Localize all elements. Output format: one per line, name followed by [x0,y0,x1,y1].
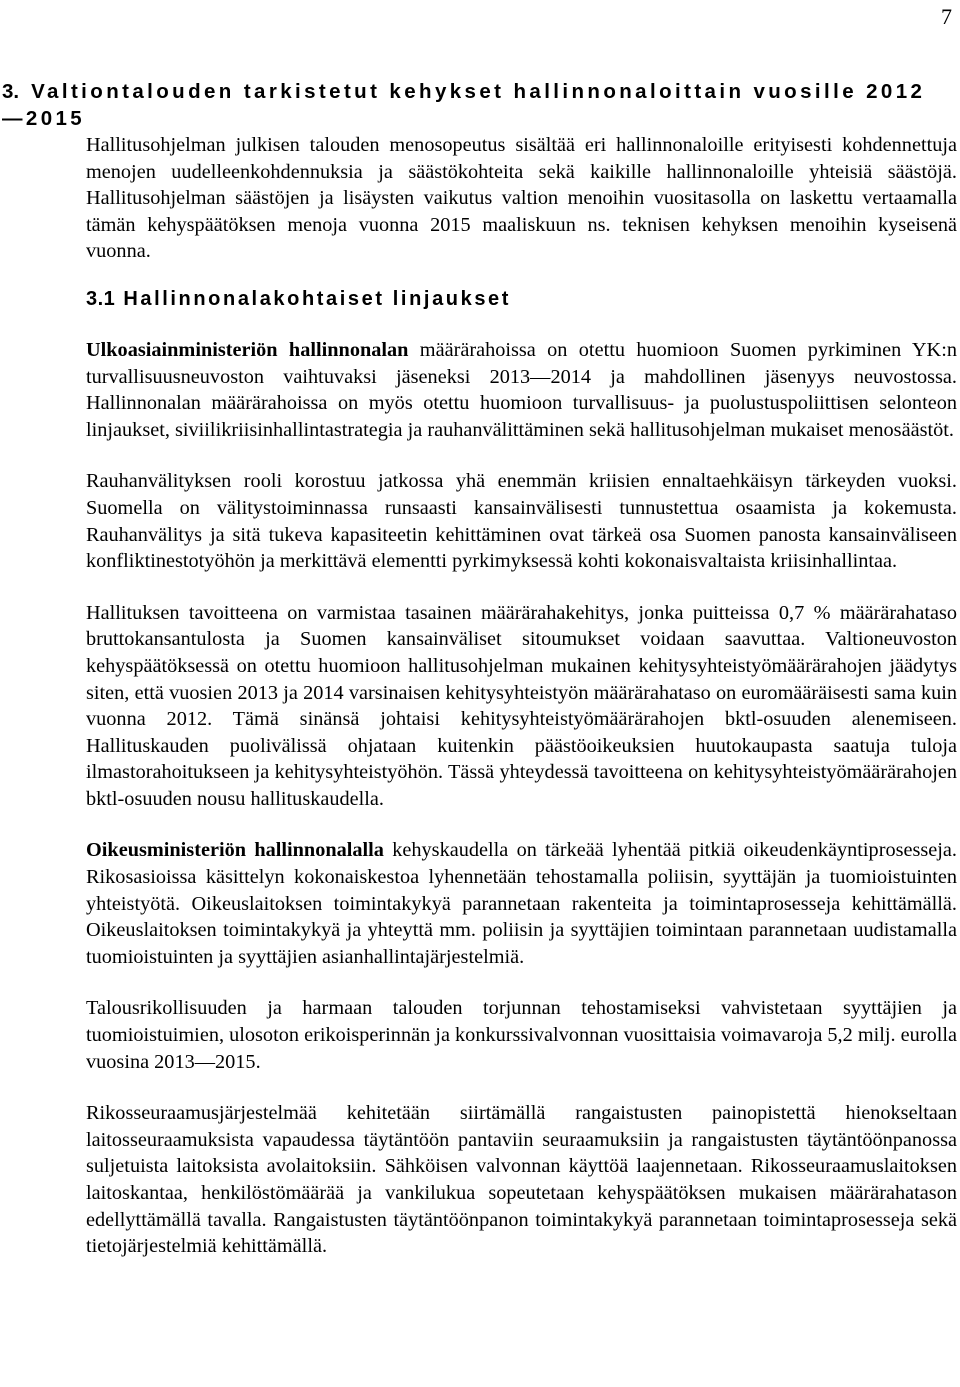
intro-paragraph: Hallitusohjelman julkisen talouden menosopeutus sisältää eri hallinnonaloille erityisesti kohdennettuja menojen uudelleenkohdennuksia ja säästökohteita sekä kaikille hallinnonaloille yhteisiä säästöjä. Hallitusohjelman säästöjen ja lisäysten vaikutus valtion menoihin vuositasolla on laskettu vertaamalla tämän kehyspäätöksen menoja vuonna 2015 maaliskuun ns. teknisen kehyksen menoihin kyseisenä vuonna. [86,134,957,263]
paragraph-development-funding: Hallituksen tavoitteena on varmistaa tasainen määrärahakehitys, jonka puitteissa 0,7 % määrärahataso bruttokansantulosta ja Suomen kansainväliset sitoumukset voidaan saavuttaa. Valtioneuvoston kehyspäätöksessä on otettu huomioon hallitusohjelman mukainen kehitysyhteistyömäärärahojen jäädytys siten, että vuosien 2013 ja 2014 varsinaisen kehitysyhteistyön määrärahataso on euromääräisesti sama kuin vuonna 2012. Tämä sinänsä johtaisi kehitysyhteistyömäärärahojen bktl-osuuden alenemiseen. Hallituskauden puolivälissä ohjataan kuitenkin päästöoikeuksien huutokaupasta saatuja tuloja ilmastorahoitukseen ja kehitysyhteistyöhön. Tässä yhteydessä tavoitteena on kehitysyhteistyömäärärahojen bktl-osuuden nousu hallituskaudella. [86,601,957,810]
paragraph-economic-crime: Talousrikollisuuden ja harmaan talouden torjunnan tehostamiseksi vahvistetaan syyttäjien ja tuomioistuimien, ulosoton erikoisperinnän ja konkurssivalvonnan vuosittaisia voimavaroja 5,2 milj. eurolla vuosina 2013—2015. [86,997,957,1073]
paragraph-lead-bold: Ulkoasiainministeriön hallinnonalan [86,338,409,361]
paragraph-body: kehyskaudella on tärkeää lyhentää pitkiä oikeudenkäyntiprosesseja. Rikosasioissa käsittelyn kokonaiskestoa lyhennetään tehostamalla poliisin, syyttäjän ja tuomioistuinten yhteistyötä. Oikeuslaitoksen toimintakykyä parannetaan rakenteita ja toimintaprosesseja kehittämällä. Oikeuslaitoksen toimintakykyä ja yhteyttä mm. poliisin ja syyttäjien toimintaan parannetaan uudistamalla tuomioistuinten ja syyttäjien asianhallintajärjestelmiä. [86,839,957,968]
paragraph-body: määrärahoissa on otettu huomioon Suomen pyrkiminen YK:n turvallisuusneuvoston vaihtuvaksi jäseneksi 2013—2014 ja mahdollinen jäsenyys neuvostossa. Hallinnonalan määrärahoissa on myös otettu huomioon turvallisuus- ja puolustuspoliittisen selonteon linjaukset, siviilikriisinhallintastrategia ja rauhanvälittäminen sekä hallitusohjelman mukaiset menosäästöt. [86,338,957,441]
document-content [0,78,960,1260]
chapter-title: Valtiontalouden tarkistetut kehykset hallinnonaloittain vuosille 2012—2015 [2,80,926,130]
paragraph-justice-ministry [86,837,957,970]
paragraph-lead-bold: Oikeusministeriön hallinnonalalla [86,839,384,862]
section-title: Hallinnonalakohtaiset linjaukset [123,287,512,310]
paragraph-foreign-ministry [86,337,957,443]
page-number: 7 [941,4,952,29]
chapter-heading [2,78,942,132]
paragraph-peace-mediation: Rauhanvälityksen rooli korostuu jatkossa yhä enemmän kriisien ennaltaehkäisyn tärkeyden vuoksi. Suomella on välitystoiminnassa runsaasti kansainvälisesti tunnustettua osaamista ja kokemusta. Rauhanvälitys ja sitä tukeva kapasiteetin kehittäminen ovat tärkeä osa Suomen panosta kansainväliseen konfliktinestotyöhön ja merkittävä elementti pyrkimyksessä kohti kokonaisvaltaista kriisinhallintaa. [86,470,957,573]
body-text [86,132,957,1260]
section-number: 3.1 [86,287,116,310]
paragraph-sanctions-system: Rikosseuraamusjärjestelmää kehitetään siirtämällä rangaistusten painopistettä hienokseltaan laitosseuraamuksista vapaudessa täytäntöön pantaviin seuraamuksiin ja rangaistusten täytäntöönpanossa suljetuista laitoksista avolaitoksiin. Sähköisen valvonnan käyttöä laajennetaan. Rikosseuraamuslaitoksen laitoskantaa, henkilöstömäärää ja vankilukua sopeutetaan kehyspäätöksen mukaisen määrärahatason edellyttämällä tavalla. Rangaistusten täytäntöönpanon toimintakykyä parannetaan toimintaprosesseja sekä tietojärjestelmiä kehittämällä. [86,1102,957,1258]
section-heading [86,286,957,313]
chapter-number: 3. [2,80,20,103]
